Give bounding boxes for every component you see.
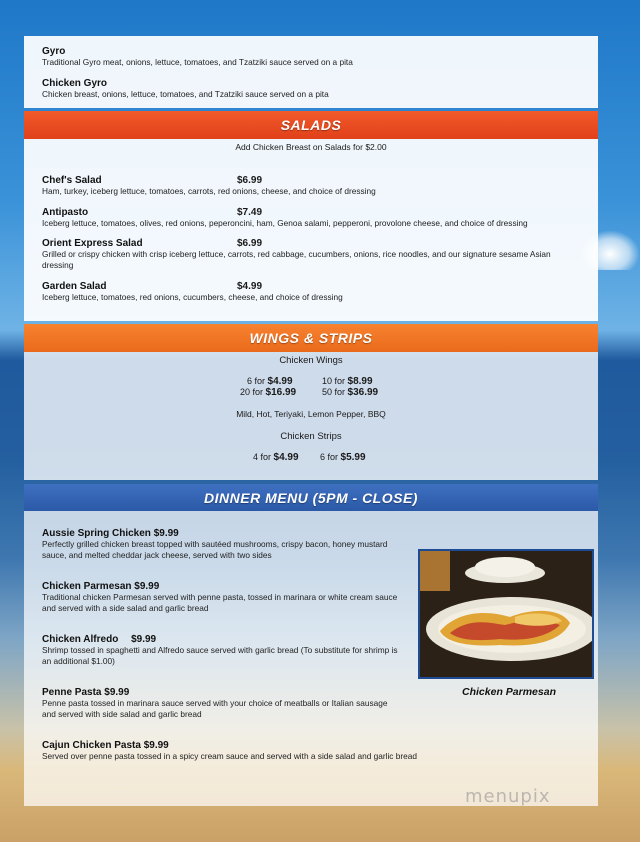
- item-description-cont: and served with side salad and garlic bread: [42, 708, 202, 719]
- item-description: Ham, turkey, iceberg lettuce, tomatoes, carrots, red onions, cheese, and choice of dressing: [42, 186, 376, 196]
- item-price: $6.99: [237, 175, 263, 186]
- item-description: Traditional chicken Parmesan served with penne pasta, tossed in marinara or white cream sauce: [42, 592, 398, 602]
- item-name: Chicken Gyro: [42, 78, 108, 89]
- dinner-penne-pasta: [42, 687, 412, 719]
- wing-qty: 50 for: [322, 387, 346, 397]
- item-description: Traditional Gyro meat, onions, lettuce, tomatoes, and Tzatziki sauce served on a pita: [42, 57, 353, 67]
- item-name: Orient Express Salad: [42, 238, 143, 249]
- item-description: Chicken breast, onions, lettuce, tomatoes, and Tzatziki sauce served on a pita: [42, 89, 329, 99]
- wing-price: $36.99: [347, 387, 379, 398]
- item-description: Perfectly grilled chicken breast topped with sautéed mushrooms, crispy bacon, honey mustard: [42, 539, 388, 549]
- salad-chefs: [42, 175, 562, 197]
- chicken-parmesan-photo: [418, 549, 594, 679]
- item-description: Grilled or crispy chicken with crisp iceberg lettuce, carrots, red cabbage, cucumbers, onions, rice noodles, and our signature sesame Asian: [42, 249, 551, 259]
- dinner-chicken-alfredo: [42, 634, 412, 666]
- item-price: $9.99: [131, 634, 157, 645]
- item-name: Chef's Salad: [42, 175, 102, 186]
- item-name: Garden Salad: [42, 281, 107, 292]
- photo-caption: Chicken Parmesan: [462, 686, 556, 698]
- watermark: menupix: [465, 786, 551, 807]
- salads-banner: SALADS: [24, 111, 598, 139]
- dinner-aussie-chicken: [42, 528, 412, 560]
- wing-price-10: [322, 376, 373, 387]
- dinner-banner: DINNER MENU (5PM - CLOSE): [24, 484, 598, 511]
- strip-qty: 4 for: [253, 452, 272, 462]
- wing-price: $16.99: [265, 387, 297, 398]
- strip-price: $4.99: [273, 452, 299, 463]
- item-name: Gyro: [42, 46, 66, 57]
- item-name: Antipasto: [42, 207, 89, 218]
- menu-item-gyro: [42, 46, 353, 68]
- item-description: Served over penne pasta tossed in a spicy cream sauce and served with a side salad and garlic bread: [42, 751, 417, 761]
- item-description-cont: dressing: [42, 259, 74, 270]
- wing-price-20: [240, 387, 296, 398]
- item-description: Penne pasta tossed in marinara sauce served with your choice of meatballs or Italian sausage: [42, 698, 388, 708]
- item-name: Chicken Parmesan $9.99: [42, 581, 160, 592]
- strip-price-6: [320, 452, 366, 463]
- item-description: Iceberg lettuce, tomatoes, olives, red onions, peperoncini, ham, Genoa salami, pepperoni, provolone cheese, and choice of dressing: [42, 218, 528, 228]
- wing-qty: 6 for: [247, 376, 266, 386]
- menu-item-chicken-gyro: [42, 78, 329, 100]
- item-name: Cajun Chicken Pasta $9.99: [42, 740, 169, 751]
- dinner-cajun-chicken-pasta: [42, 740, 462, 762]
- item-name: [42, 634, 412, 645]
- item-description-cont: an additional $1.00): [42, 655, 115, 666]
- food-plate-illustration: [420, 551, 592, 677]
- item-description: Shrimp tossed in spaghetti and Alfredo sauce served with garlic bread (To substitute for shrimp is: [42, 645, 398, 655]
- item-description: Iceberg lettuce, tomatoes, red onions, cucumbers, cheese, and choice of dressing: [42, 292, 343, 302]
- strip-qty: 6 for: [320, 452, 339, 462]
- wing-price: $8.99: [347, 376, 373, 387]
- item-description-cont: sauce, and melted cheddar jack cheese, served with two sides: [42, 549, 272, 560]
- salads-note: Add Chicken Breast on Salads for $2.00: [235, 142, 387, 152]
- strips-label: Chicken Strips: [280, 431, 342, 442]
- wing-price-50: [322, 387, 378, 398]
- wings-banner: WINGS & STRIPS: [24, 324, 598, 352]
- salad-antipasto: [42, 207, 562, 229]
- item-description-cont: and served with a side salad and garlic bread: [42, 602, 209, 613]
- item-price: $4.99: [237, 281, 263, 292]
- wing-qty: 10 for: [322, 376, 346, 386]
- wing-price: $4.99: [267, 376, 293, 387]
- salad-garden: [42, 281, 562, 303]
- strip-price: $5.99: [340, 452, 366, 463]
- wings-label: Chicken Wings: [279, 355, 343, 366]
- wing-sauces: Mild, Hot, Teriyaki, Lemon Pepper, BBQ: [236, 409, 386, 419]
- item-name: Penne Pasta $9.99: [42, 687, 130, 698]
- item-price: $7.49: [237, 207, 263, 218]
- dinner-chicken-parmesan: [42, 581, 412, 613]
- strip-price-4: [253, 452, 299, 463]
- item-price: $6.99: [237, 238, 263, 249]
- wing-qty: 20 for: [240, 387, 264, 397]
- item-name: Aussie Spring Chicken $9.99: [42, 528, 179, 539]
- item-name-text: Chicken Alfredo: [42, 634, 119, 645]
- wing-price-6: [247, 376, 293, 387]
- salad-orient-express: [42, 238, 582, 270]
